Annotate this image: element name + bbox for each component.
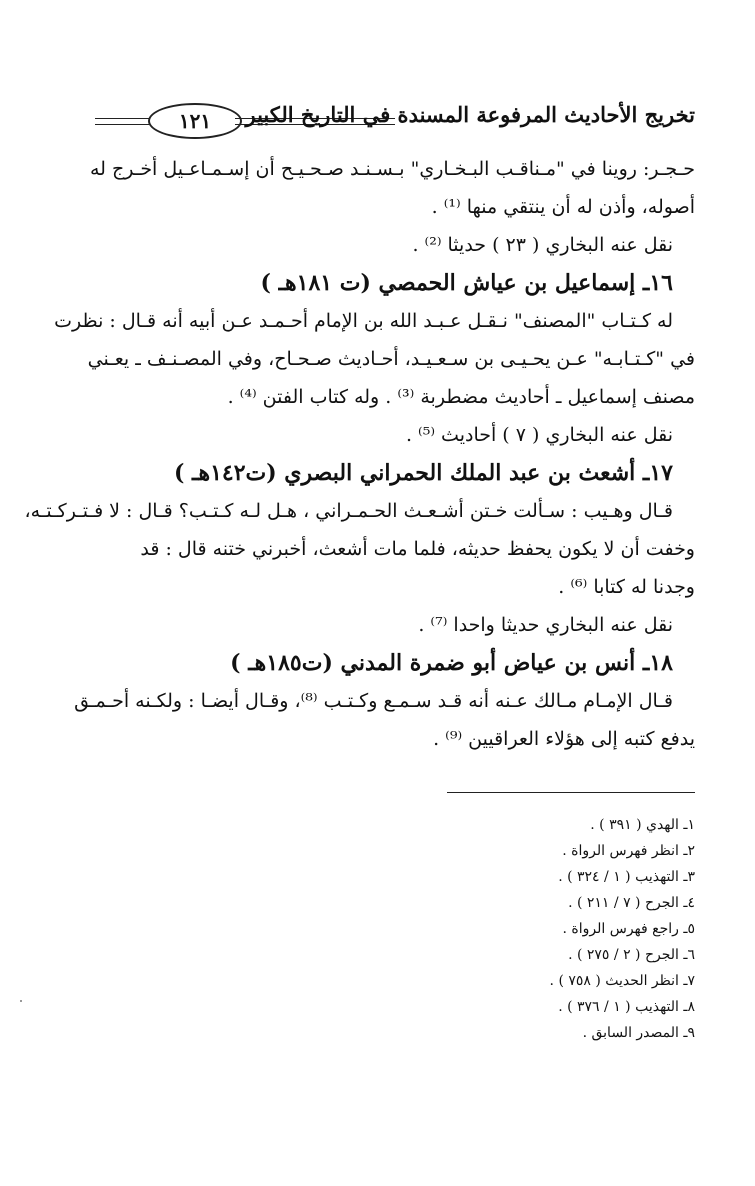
footnote: ٢ـ انظر فهرس الرواة .	[562, 843, 695, 859]
text-line: أصوله، وأذن له أن ينتقي منها ⁽¹⁾ .	[431, 196, 695, 218]
text-line: قـال الإمـام مـالك عـنه أنه قـد سـمـع وكـتـب ⁽⁸⁾، وقـال أيضـا : ولكـنه أحـمـق	[74, 690, 673, 712]
section-heading: ١٦ـ إسماعيل بن عياش الحمصي (ت ١٨١هـ )	[260, 270, 673, 296]
scan-speck	[20, 1000, 22, 1002]
running-title: تخريج الأحاديث المرفوعة المسندة في التاريخ الكبير	[245, 102, 695, 127]
page-header	[95, 100, 695, 140]
footnote: ٩ـ المصدر السابق .	[582, 1025, 695, 1041]
footnote: ٣ـ التهذيب ( ١ / ٣٢٤ ) .	[558, 869, 695, 885]
footnote: ٧ـ انظر الحديث ( ٧٥٨ ) .	[549, 973, 695, 989]
text-line: حـجـر: روينا في "مـناقـب البـخـاري" بـسـنـد صـحـيـح أن إسـمـاعـيل أخـرج له	[89, 158, 695, 180]
text-line: له كـتـاب "المصنف" نـقـل عـبـد الله بن الإمام أحـمـد عـن أبيه أنه قـال : نظرت	[54, 310, 673, 332]
section-heading: ١٨ـ أنس بن عياض أبو ضمرة المدني (ت١٨٥هـ )	[230, 650, 673, 676]
text-line: يدفع كتبه إلى هؤلاء العراقيين ⁽⁹⁾ .	[433, 728, 695, 750]
page-number: ١٢١	[148, 103, 242, 139]
footnote: ٦ـ الجرح ( ٢ / ٢٧٥ ) .	[568, 947, 695, 963]
text-line: وجدنا له كتابا ⁽⁶⁾ .	[558, 576, 695, 598]
text-line: نقل عنه البخاري ( ٢٣ ) حديثا ⁽²⁾ .	[412, 234, 673, 256]
text-line: قـال وهـيب : سـألت خـتن أشـعـث الحـمـراني ، هـل لـه كـتـب؟ قـال : لا فـتـركـتـه،	[24, 500, 673, 522]
footnote-divider	[447, 792, 695, 793]
text-line: في "كـتـابـه" عـن يحـيـى بن سـعـيـد، أحـاديث صـحـاح، وفي المصـنـف ـ يعـني	[87, 348, 695, 370]
footnote: ١ـ الهدي ( ٣٩١ ) .	[590, 817, 695, 833]
text-line: نقل عنه البخاري ( ٧ ) أحاديث ⁽⁵⁾ .	[405, 424, 673, 446]
header-rule-left	[95, 118, 150, 125]
footnotes	[395, 812, 695, 1046]
text-line: وخفت أن لا يكون يحفظ حديثه، فلما مات أشعث، أخبرني ختنه قال : قد	[140, 538, 695, 560]
main-text	[24, 150, 695, 758]
text-line: نقل عنه البخاري حديثا واحدا ⁽⁷⁾ .	[418, 614, 673, 636]
section-heading: ١٧ـ أشعث بن عبد الملك الحمراني البصري (ت١٤٢هـ )	[173, 460, 673, 486]
footnote: ٥ـ راجع فهرس الرواة .	[562, 921, 695, 937]
footnote: ٨ـ التهذيب ( ١ / ٣٧٦ ) .	[558, 999, 695, 1015]
footnote: ٤ـ الجرح ( ٧ / ٢١١ ) .	[568, 895, 695, 911]
text-line: مصنف إسماعيل ـ أحاديث مضطربة ⁽³⁾ . وله كتاب الفتن ⁽⁴⁾ .	[227, 386, 695, 408]
